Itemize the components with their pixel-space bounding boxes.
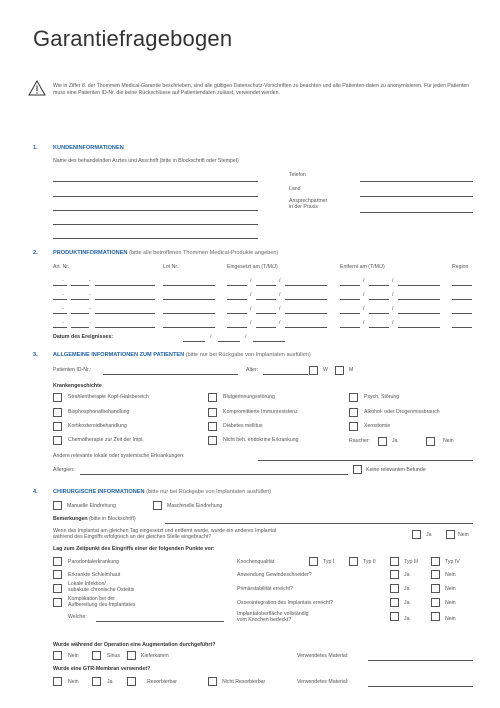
product-row-1-field[interactable] [227,285,247,286]
address-line-4[interactable] [53,224,258,225]
section-4-title: CHIRURGISCHE INFORMATIONEN (bitte nur bei Rückgabe von Implantaten ausfüllen) [53,489,272,495]
product-row-3-field[interactable] [452,313,472,314]
smoker-yes-label: Ja [392,438,398,444]
product-row-3-field[interactable] [369,313,389,314]
q1-yes-checkbox[interactable] [412,530,421,539]
product-row-2-field[interactable] [227,299,247,300]
separator: - [89,292,91,298]
history-label-item: Xerostomie [364,423,391,429]
allergies-label: Allergien: [53,467,75,473]
warning-text: Wie in Ziffer 8. der Thommen Medical-Garantie beschrieben, sind alle gültigen Datenschutz-Vorschriften zu beachten und alle Patienten-daten zu anonymisieren. Für jeden Patienten muss eine Patienten ID-Nr. die keine Rückschlüsse auf Patientendaten zulässt, verwendet werden. [53,83,470,97]
infection-checkbox[interactable] [53,584,62,593]
col-eingesetzt: Eingesetzt am (T/M/J) [227,264,278,270]
history-checkbox[interactable] [208,436,217,445]
history-label-item: Blutgerinnungsstörung [223,394,275,400]
surgical-question-checkbox[interactable] [431,584,440,593]
product-row-2-field[interactable] [256,299,276,300]
product-row-3-field[interactable] [95,313,155,314]
mucosa-label: Erkrankte Schleimhaut [68,572,121,578]
aug-material-field[interactable] [368,660,473,661]
perio-label: Parodontalerkrankung [68,559,120,565]
product-row-1-field[interactable] [398,285,440,286]
aug-no-checkbox[interactable] [53,651,62,660]
type-3-checkbox[interactable] [390,557,399,566]
remarks-label: Bemerkungen (bitte in Blockschrift) [53,516,136,522]
product-row-4-field[interactable] [95,327,155,328]
perio-checkbox[interactable] [53,557,62,566]
product-row-1-field[interactable] [452,285,472,286]
separator: - [89,320,91,326]
product-row-2-field[interactable] [71,299,89,300]
aug-ridge-label: Kieferkamm [141,653,169,659]
separator: / [363,306,365,312]
separator: - [62,306,64,312]
surgical-answer-label: Nein [445,572,456,578]
history-label-item: Nicht beh. endokrine Erkrankung [223,437,299,443]
gtr-resorbable-checkbox[interactable] [127,677,136,686]
history-checkbox[interactable] [208,422,217,431]
aug-sinus-label: Sinus [107,653,120,659]
prep-complication-label: Komplikation bei der Aufbereitung des Implantates [68,596,136,608]
manual-checkbox[interactable] [53,501,62,510]
product-row-1-field[interactable] [163,285,215,286]
surgical-question-checkbox[interactable] [390,584,399,593]
product-row-4-field[interactable] [369,327,389,328]
land-field[interactable] [360,196,473,197]
type-4-checkbox[interactable] [431,557,440,566]
separator: / [392,320,394,326]
which-field[interactable] [96,621,224,622]
product-row-2-field[interactable] [163,299,215,300]
separator: / [250,292,252,298]
other-diseases-label: Andere relevante lokale oder systemische Erkrankungen: [53,453,185,459]
smoker-no-checkbox[interactable] [426,437,435,446]
product-row-4-field[interactable] [163,327,215,328]
type-1-label: Typ I [323,559,335,565]
separator: / [279,292,281,298]
history-label-item: Chemotherapie zur Zeit der Impl. [68,437,144,443]
section-2-number: 2. [33,250,38,256]
product-row-2-field[interactable] [95,299,155,300]
col-art-nr: Art. Nr. [53,264,70,270]
separator: / [363,278,365,284]
aug-ridge-checkbox[interactable] [127,651,136,660]
type-4-label: Typ IV [445,559,460,565]
separator: / [363,320,365,326]
patient-id-label: Patienten ID-Nr.: [53,367,92,373]
same-day-question: Wenn das Implantat am gleichen Tag eingesetzt und entfernt wurde, wurde ein anderes Implantat während des Eingriffs erfolgreich an der gleichen Stelle eingebracht? [53,528,277,540]
separator: - [62,320,64,326]
smoker-no-label: Nein [443,438,454,444]
surgical-question-checkbox[interactable] [431,598,440,607]
separator: - [89,306,91,312]
separator: / [250,320,252,326]
surgical-question-label: Osseointegration des Implantats erreicht? [237,600,334,606]
history-label-item: Kortikosteroidbehandlung [68,423,127,429]
surgical-question-checkbox[interactable] [431,570,440,579]
gtr-nonresorbable-checkbox[interactable] [208,677,217,686]
surgical-question-checkbox[interactable] [431,612,440,621]
gtr-question: Wurde eine GTR-Membran verwendet? [53,666,151,672]
history-label-item: Psych. Störung [364,394,400,400]
col-entfernt: Entfernt am (T/M/J) [340,264,385,270]
mucosa-checkbox[interactable] [53,570,62,579]
product-row-1-field[interactable] [369,285,389,286]
product-row-4-field[interactable] [285,327,327,328]
aug-no-label: Nein [68,653,79,659]
allergies-field[interactable] [80,474,348,475]
surgical-question-checkbox[interactable] [390,570,399,579]
type-3-label: Typ III [404,559,419,565]
separator: - [89,278,91,284]
product-row-1-field[interactable] [256,285,276,286]
product-row-3-field[interactable] [398,313,440,314]
product-row-2-field[interactable] [369,299,389,300]
surgical-question-checkbox[interactable] [390,612,399,621]
age-field[interactable] [263,374,308,375]
history-checkbox[interactable] [53,393,62,402]
product-row-4-field[interactable] [71,327,89,328]
address-line-2[interactable] [53,196,258,197]
history-checkbox[interactable] [53,436,62,445]
no-findings-label: Keine relevanten Befunde [366,467,426,473]
separator: / [363,292,365,298]
product-row-3-field[interactable] [227,313,247,314]
smoker-yes-checkbox[interactable] [378,437,387,446]
history-checkbox[interactable] [349,393,358,402]
history-label-item: Kompromittierte Immunresistenz [223,409,298,415]
product-row-1-field[interactable] [71,285,89,286]
gtr-material-label: Verwendetes Material: [297,679,349,685]
patient-id-field[interactable] [103,374,238,375]
surgical-question-label: Implantatoberfläche vollständig vom Knochen bedeckt? [237,611,309,623]
other-diseases-field[interactable] [258,460,473,461]
q1-no-label: Nein [458,532,469,538]
section-3-title: ALLGEMEINE INFORMATIONEN ZUM PATIENTEN (bitte nur bei Rückgabe von Implantaten ausfüllen) [53,352,311,358]
male-label: M [349,367,354,373]
surgical-answer-label: Ja [404,616,410,622]
gtr-resorbable-label: Resorbierbar [147,679,177,685]
product-row-4-field[interactable] [340,327,360,328]
product-row-2-field[interactable] [398,299,440,300]
surgical-question-label: Anwendung Gewindeschneider? [237,572,312,578]
telefon-label: Telefon [289,172,306,178]
product-row-2-field[interactable] [285,299,327,300]
separator: / [279,278,281,284]
event-day-field[interactable] [183,341,205,342]
section-4-number: 4. [33,489,38,495]
gtr-yes-label: Ja [107,679,113,685]
surgical-answer-label: Nein [445,600,456,606]
product-row-3-field[interactable] [53,313,67,314]
product-row-2-field[interactable] [340,299,360,300]
age-label: Alter: [246,367,259,373]
remarks-field[interactable] [165,523,473,524]
product-row-4-field[interactable] [398,327,440,328]
separator: / [279,320,281,326]
product-row-3-field[interactable] [163,313,215,314]
page-title: Garantiefragebogen [33,26,233,51]
gtr-material-field[interactable] [368,686,473,687]
aug-material-label: Verwendetes Material: [297,653,349,659]
history-checkbox[interactable] [349,408,358,417]
history-checkbox[interactable] [349,422,358,431]
warning-icon [28,80,46,96]
history-label-item: Diabetes mellitus [223,423,263,429]
female-checkbox[interactable] [309,366,318,375]
history-label-item: Strahlentherapie Kopf-/Halsbereich [68,394,149,400]
gtr-no-checkbox[interactable] [53,677,62,686]
prep-complication-checkbox[interactable] [53,598,62,607]
infection-label: Lokale Infektion/ subakute chronische Osteitis [68,581,135,593]
slash: / [210,334,212,340]
contact-label: Ansprechpartner in der Praxis [289,198,328,210]
machine-checkbox[interactable] [153,501,162,510]
separator: / [250,306,252,312]
type-1-checkbox[interactable] [309,557,318,566]
history-label: Krankengeschichte [53,383,102,389]
male-checkbox[interactable] [335,366,344,375]
land-label: Land [289,186,301,192]
event-month-field[interactable] [218,341,240,342]
separator: / [279,306,281,312]
surgical-question-checkbox[interactable] [390,598,399,607]
q1-yes-label: Ja [426,532,432,538]
separator: / [392,278,394,284]
gtr-no-label: Nein [68,679,79,685]
product-row-4-field[interactable] [452,327,472,328]
type-2-label: Typ II [363,559,376,565]
gtr-nonresorbable-label: Nicht Resorbierbar [222,679,266,685]
separator: - [62,292,64,298]
section-1-title: KUNDENINFORMATIONEN [53,145,124,151]
event-date-label: Datum des Ereignisses: [53,334,114,340]
separator: - [62,278,64,284]
product-row-1-field[interactable] [95,285,155,286]
product-row-1-field[interactable] [53,285,67,286]
section-2-title: PRODUKTINFORMATIONEN (bitte alle betroffenen Thommen Medical-Produkte angeben) [53,250,279,256]
smoker-label: Raucher: [349,438,371,444]
product-row-3-field[interactable] [71,313,89,314]
telefon-field[interactable] [360,181,473,182]
type-2-checkbox[interactable] [349,557,358,566]
product-row-2-field[interactable] [53,299,67,300]
q1-no-checkbox[interactable] [446,530,455,539]
product-row-4-field[interactable] [53,327,67,328]
separator: / [392,292,394,298]
surgical-answer-label: Ja [404,572,410,578]
product-row-3-field[interactable] [256,313,276,314]
product-row-1-field[interactable] [285,285,327,286]
doctor-name-label: Name des behandelnden Arztes und Anschrift (bitte in Blockschrift oder Stempel) [53,158,239,164]
address-line-3[interactable] [53,210,258,211]
product-row-3-field[interactable] [285,313,327,314]
history-label-item: Alkohol- oder Drogenmissbrauch [364,409,440,415]
address-line-1[interactable] [53,181,258,182]
gtr-yes-checkbox[interactable] [92,677,101,686]
history-checkbox[interactable] [53,408,62,417]
machine-label: Maschinelle Eindrehung [167,503,223,509]
history-checkbox[interactable] [208,408,217,417]
surgical-answer-label: Ja [404,600,410,606]
no-findings-checkbox[interactable] [353,465,362,474]
surgical-answer-label: Nein [445,586,456,592]
product-row-4-field[interactable] [256,327,276,328]
female-label: W [323,367,328,373]
product-row-4-field[interactable] [227,327,247,328]
surgical-question-label: Primärstabilität erreicht? [237,586,293,592]
col-region: Region [452,264,469,270]
section-1-number: 1. [33,145,38,151]
augmentation-question: Wurde während der Operation eine Augmentation durchgeführt? [53,642,216,648]
bone-quality-label: Knochenqualität [237,559,275,565]
contact-field[interactable] [360,212,473,213]
which-label: Welche: [68,614,87,620]
section-3-number: 3. [33,352,38,358]
surgical-answer-label: Nein [445,616,456,622]
history-checkbox[interactable] [208,393,217,402]
separator: / [250,278,252,284]
surgical-answer-label: Ja [404,586,410,592]
history-label-item: Bisphosphonatbehandlung [68,409,130,415]
slash: / [245,334,247,340]
conditions-label: Lag zum Zeitpunkt des Eingriffs einer der folgenden Punkte vor: [53,546,215,552]
event-year-field[interactable] [253,341,285,342]
product-row-3-field[interactable] [340,313,360,314]
product-row-1-field[interactable] [340,285,360,286]
separator: / [392,306,394,312]
col-lot-nr: Lot Nr. [163,264,179,270]
product-row-2-field[interactable] [452,299,472,300]
aug-sinus-checkbox[interactable] [92,651,101,660]
address-line-5[interactable] [53,238,258,239]
manual-label: Manuelle Eindrehung [67,503,117,509]
history-checkbox[interactable] [53,422,62,431]
